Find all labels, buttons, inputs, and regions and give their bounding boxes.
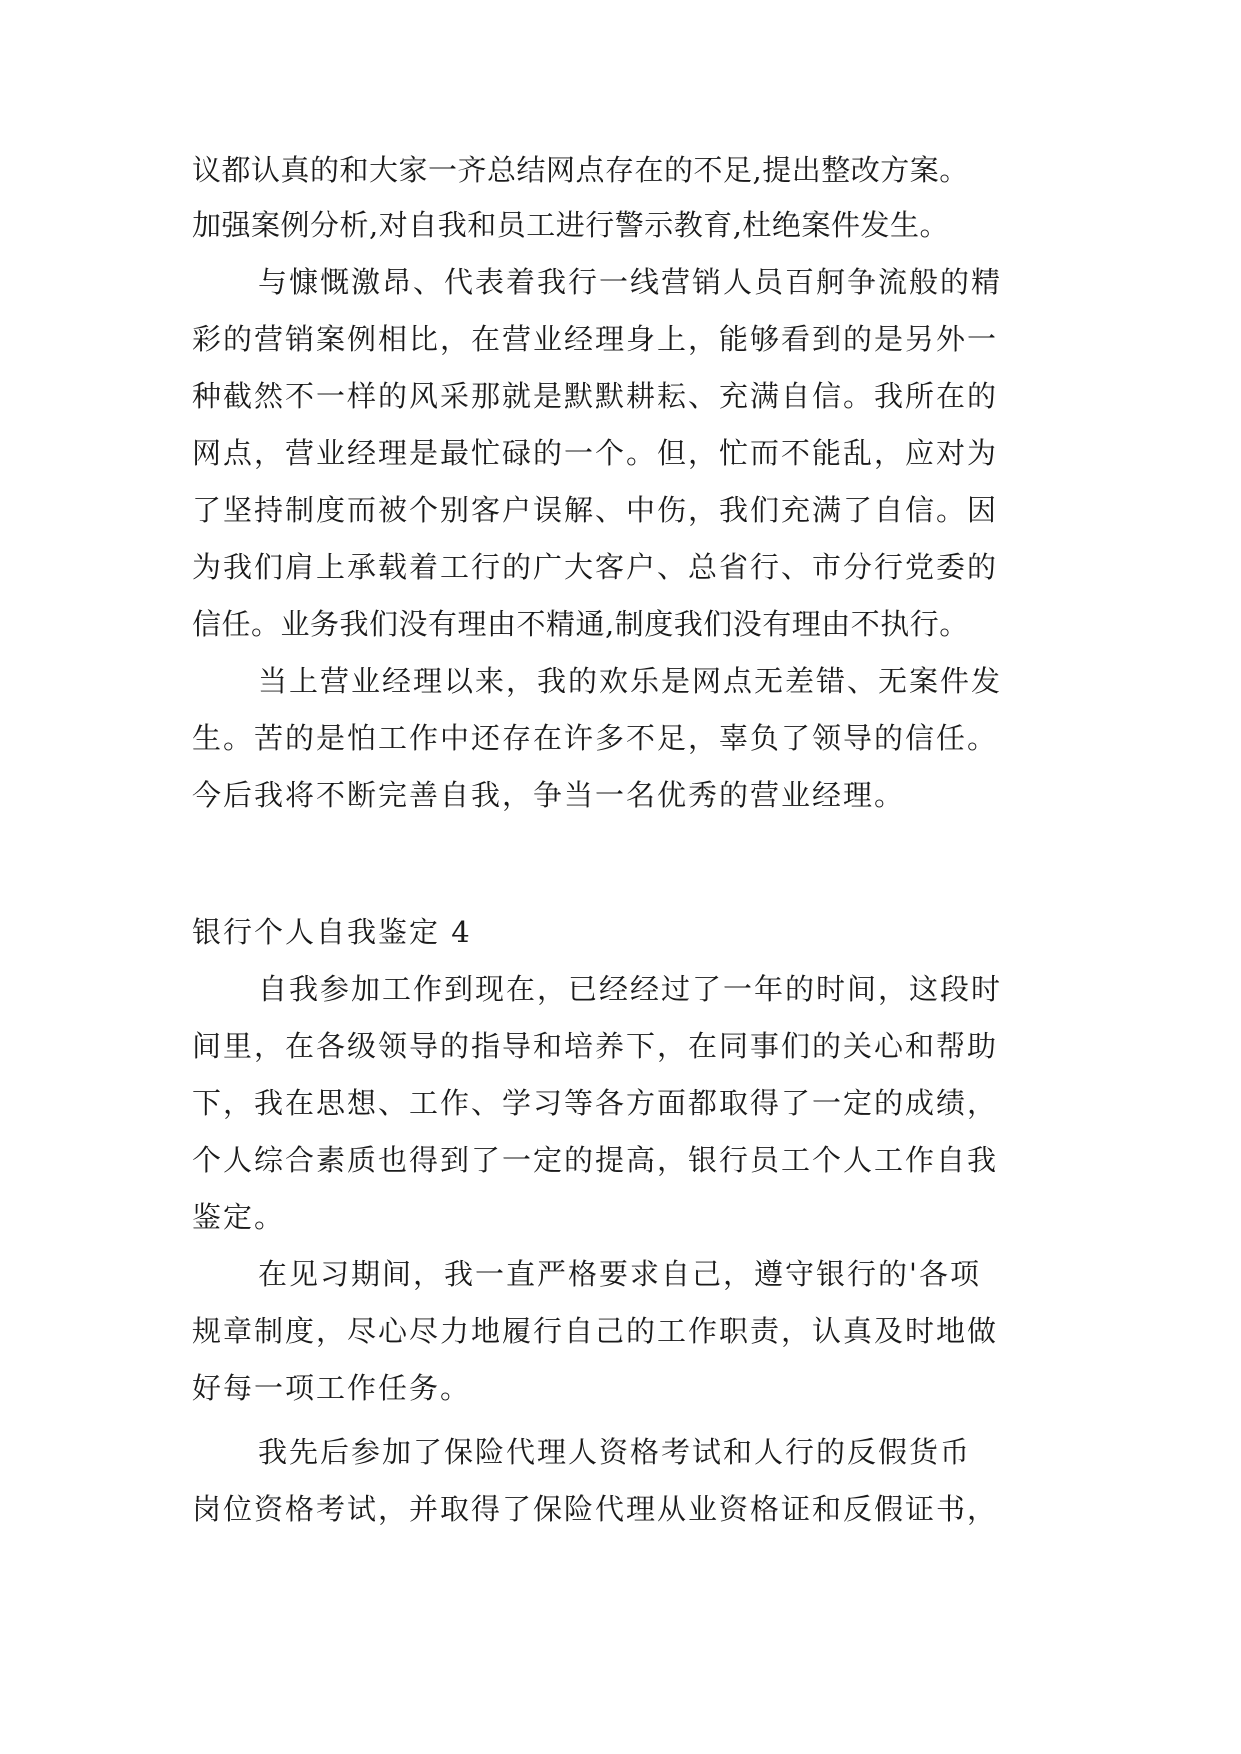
paragraph-line: 信任。业务我们没有理由不精通,制度我们没有理由不执行。	[192, 607, 969, 641]
paragraph-line: 今后我将不断完善自我，争当一名优秀的营业经理。	[192, 778, 906, 812]
paragraph-line: 规章制度，尽心尽力地履行自己的工作职责，认真及时地做	[192, 1314, 999, 1348]
paragraph-line: 当上营业经理以来，我的欢乐是网点无差错、无案件发	[258, 664, 1003, 698]
paragraph-line: 自我参加工作到现在，已经经过了一年的时间，这段时	[258, 972, 1003, 1006]
paragraph-line: 议都认真的和大家一齐总结网点存在的不足,提出整改方案。	[192, 153, 969, 187]
paragraph-line: 网点，营业经理是最忙碌的一个。但，忙而不能乱，应对为	[192, 436, 999, 470]
paragraph-line: 在见习期间，我一直严格要求自己，遵守银行的'各项	[258, 1257, 981, 1291]
paragraph-line: 岗位资格考试，并取得了保险代理从业资格证和反假证书，	[192, 1492, 999, 1526]
paragraph-line: 与慷慨激昂、代表着我行一线营销人员百舸争流般的精	[258, 265, 1003, 299]
paragraph-line: 生。苦的是怕工作中还存在许多不足，辜负了领导的信任。	[192, 721, 999, 755]
paragraph-line: 种截然不一样的风采那就是默默耕耘、充满自信。我所在的	[192, 379, 999, 413]
paragraph-line: 彩的营销案例相比，在营业经理身上，能够看到的是另外一	[192, 322, 999, 356]
paragraph-line: 加强案例分析,对自我和员工进行警示教育,杜绝案件发生。	[192, 208, 949, 242]
paragraph-line: 了坚持制度而被个别客户误解、中伤，我们充满了自信。因	[192, 493, 999, 527]
paragraph-line: 我先后参加了保险代理人资格考试和人行的反假货币	[258, 1435, 972, 1469]
paragraph-line: 间里，在各级领导的指导和培养下，在同事们的关心和帮助	[192, 1029, 999, 1063]
section-heading: 银行个人自我鉴定 4	[192, 915, 472, 949]
paragraph-line: 好每一项工作任务。	[192, 1371, 472, 1405]
paragraph-line: 鉴定。	[192, 1200, 286, 1234]
paragraph-line: 个人综合素质也得到了一定的提高，银行员工个人工作自我	[192, 1143, 999, 1177]
paragraph-line: 下，我在思想、工作、学习等各方面都取得了一定的成绩，	[192, 1086, 999, 1120]
paragraph-line: 为我们肩上承载着工行的广大客户、总省行、市分行党委的	[192, 550, 999, 584]
